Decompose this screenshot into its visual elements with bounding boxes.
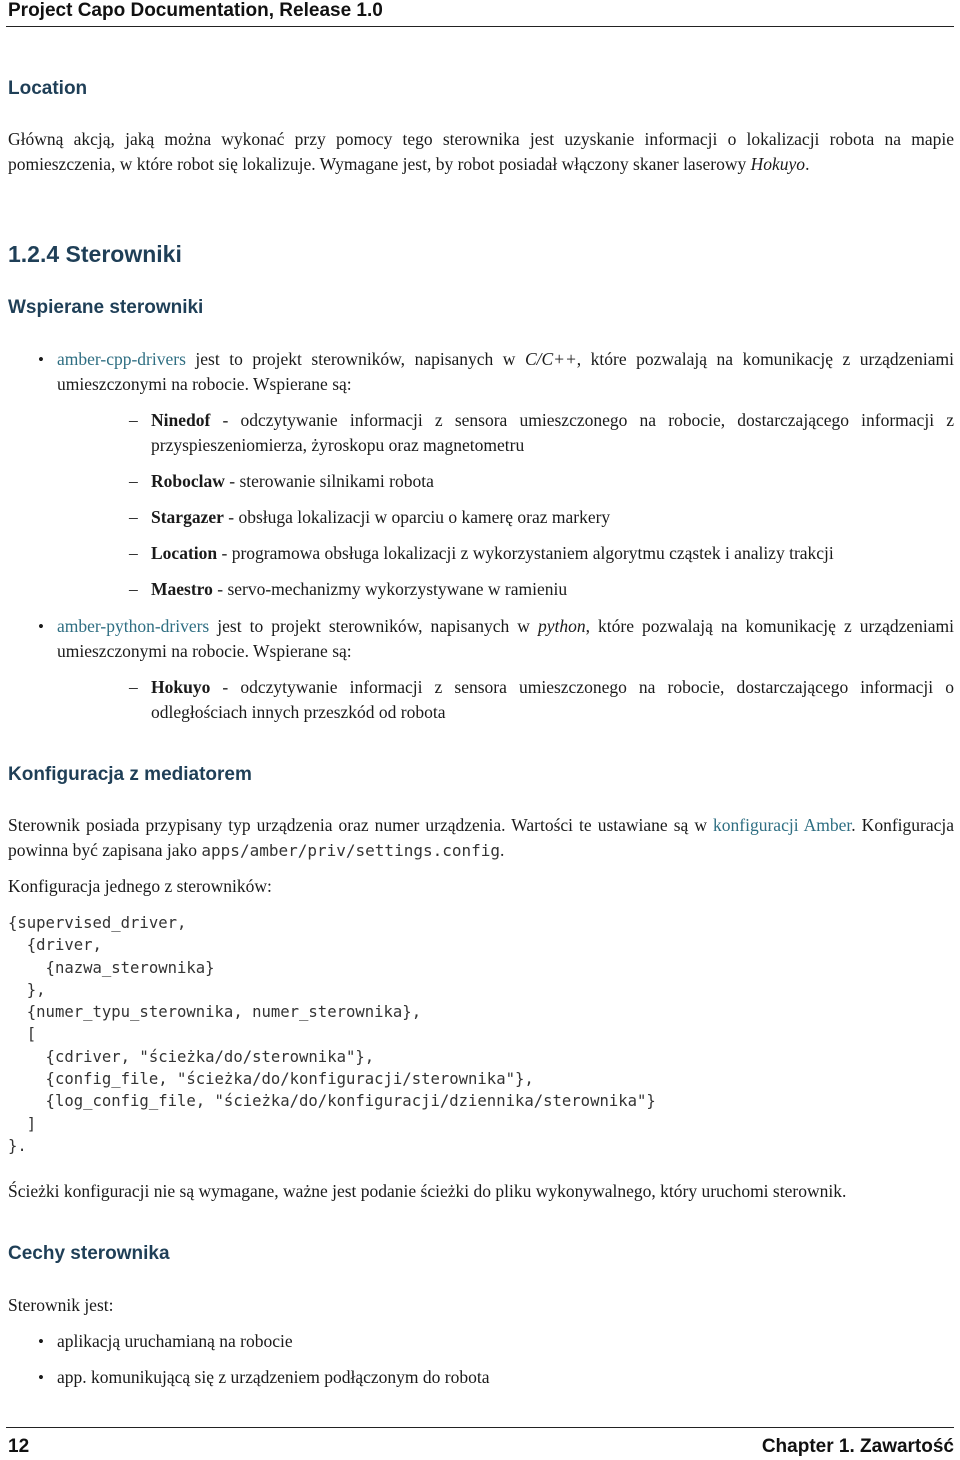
- sub-item-roboclaw: [57, 469, 954, 494]
- sub-item-stargazer: [57, 505, 954, 530]
- konfiguracja-paragraph: [8, 813, 954, 863]
- location-heading: Location: [8, 78, 88, 99]
- bullet-icon: •: [38, 1332, 44, 1351]
- hokuyo-emphasis: Hokuyo: [750, 154, 806, 174]
- driver-desc: - sterowanie silnikami robota: [224, 471, 434, 491]
- dash-icon: –: [129, 579, 138, 599]
- list-item-cpp: [8, 347, 954, 602]
- list-item: [8, 1365, 954, 1390]
- location-text: Główną akcją, jaką można wykonać przy pomocy tego sterownika jest uzyskanie informacji o lokalizacji robota na mapie pomieszczenia, w które robot się lokalizuje. Wymagane jest, by robot posiadał włączony skaner laserowy: [8, 129, 954, 174]
- cpp-lang: C/C++: [524, 349, 577, 369]
- konf-text-c: .: [500, 840, 505, 860]
- dash-icon: –: [129, 507, 138, 527]
- driver-desc: - odczytywanie informacji z sensora umieszczonego na robocie, dostarczającego informacji o odległościach innych przeszkód od robota: [151, 677, 954, 722]
- running-title: Project Capo Documentation, Release 1.0: [8, 0, 383, 21]
- driver-name: Maestro: [151, 579, 213, 599]
- dash-icon: –: [129, 471, 138, 491]
- driver-desc: - obsługa lokalizacji w oparciu o kamerę oraz markery: [223, 507, 611, 527]
- driver-name: Stargazer: [151, 507, 224, 527]
- config-code-block: {supervised_driver, {driver, {nazwa_sterownika} }, {numer_typu_sterownika, numer_sterownika}, [ {cdriver, "ścieżka/do/sterownika"}, {config_file, "ścieżka/do/konfiguracji/sterownika"}, {log_config_file, "ścieżka/do/konfiguracji/dziennika/sterownika"} ] }.: [8, 914, 656, 1155]
- python-text-2: , które pozwalają na komunikację z urządzeniami umieszczonymi na robocie. Wspierane są:: [57, 616, 954, 661]
- driver-name: Location: [151, 543, 218, 563]
- location-paragraph: [8, 127, 954, 177]
- python-text-1: jest to projekt sterowników, napisanych w: [209, 616, 538, 636]
- dash-icon: –: [129, 410, 138, 430]
- page-number: 12: [8, 1436, 30, 1457]
- cpp-drivers-list: [8, 347, 954, 602]
- bullet-icon: •: [38, 1368, 44, 1387]
- cpp-text-2: , które pozwalają na komunikację z urządzeniami umieszczonymi na robocie. Wspierane są:: [57, 349, 954, 394]
- driver-name: Hokuyo: [151, 677, 211, 697]
- page-header: [6, 0, 954, 27]
- dash-icon: –: [129, 543, 138, 563]
- python-lang: python: [537, 616, 586, 636]
- konfiguracja-intro: Konfiguracja jednego z sterowników:: [8, 876, 272, 896]
- cechy-item-text: app. komunikującą się z urządzeniem podłączonym do robota: [57, 1367, 490, 1387]
- cpp-text-1: jest to projekt sterowników, napisanych w: [185, 349, 525, 369]
- amber-python-drivers-link[interactable]: amber-python-drivers: [57, 616, 210, 636]
- konf-text-a: Sterownik posiada przypisany typ urządzenia oraz numer urządzenia. Wartości te ustawiane są w: [8, 815, 714, 835]
- chapter-label: Chapter 1. Zawartość: [761, 1436, 954, 1457]
- bullet-icon: •: [38, 350, 44, 369]
- driver-desc: - odczytywanie informacji z sensora umieszczonego na robocie, dostarczającego informacji z przyspieszeniomierza, żyroskopu oraz magnetometru: [151, 410, 954, 455]
- cechy-item-text: aplikacją uruchamianą na robocie: [57, 1331, 293, 1351]
- python-drivers-list: [8, 614, 954, 725]
- sciezki-paragraph: Ścieżki konfiguracji nie są wymagane, ważne jest podanie ścieżki do pliku wykonywalnego, który uruchomi sterownik.: [8, 1181, 847, 1201]
- location-text-end: .: [805, 154, 810, 174]
- cpp-paragraph: [57, 347, 954, 397]
- driver-desc: - programowa obsługa lokalizacji z wykorzystaniem algorytmu cząstek i analizy trakcji: [217, 543, 834, 563]
- sub-item-location: [57, 541, 954, 566]
- driver-name: Roboclaw: [151, 471, 225, 491]
- konf-text-b: . Konfiguracja powinna być zapisana jako: [8, 815, 954, 860]
- section-heading-sterowniki: 1.2.4 Sterowniki: [8, 241, 182, 267]
- list-item: [8, 1329, 954, 1354]
- settings-path-code: apps/amber/priv/settings.config: [201, 841, 501, 860]
- sub-item-maestro: [57, 577, 954, 602]
- bullet-icon: •: [38, 617, 44, 636]
- sub-item-hokuyo: [57, 675, 954, 725]
- driver-desc: - servo-mechanizmy wykorzystywane w ramieniu: [212, 579, 568, 599]
- page-footer: [6, 1427, 954, 1460]
- wspierane-heading: Wspierane sterowniki: [8, 297, 204, 318]
- konfiguracja-heading: Konfiguracja z mediatorem: [8, 764, 252, 785]
- cechy-intro: Sterownik jest:: [8, 1295, 114, 1315]
- sub-item-ninedof: [57, 408, 954, 458]
- python-paragraph: [57, 614, 954, 664]
- cechy-heading: Cechy sterownika: [8, 1243, 170, 1264]
- dash-icon: –: [129, 677, 138, 697]
- konfiguracji-amber-link[interactable]: konfiguracji Amber: [713, 815, 852, 835]
- amber-cpp-drivers-link[interactable]: amber-cpp-drivers: [57, 349, 186, 369]
- driver-name: Ninedof: [151, 410, 211, 430]
- list-item-python: [8, 614, 954, 725]
- cechy-list: [8, 1329, 954, 1390]
